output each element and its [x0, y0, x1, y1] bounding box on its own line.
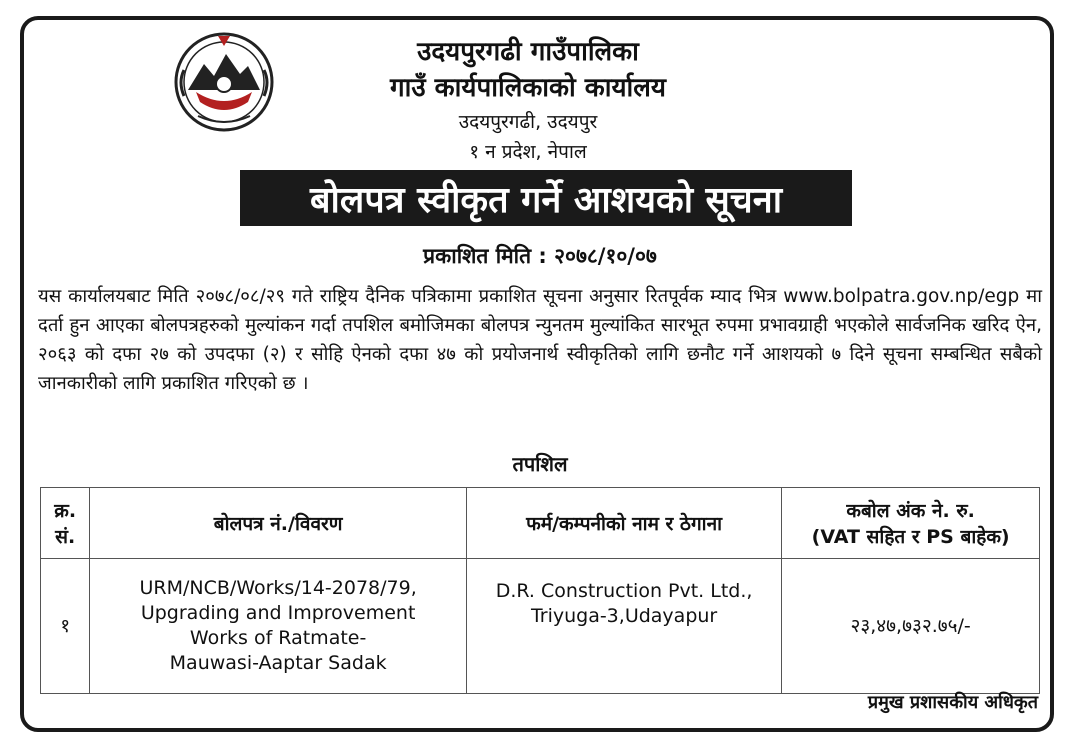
bid-line: Mauwasi-Aaptar Sadak — [169, 652, 387, 674]
bid-line: Upgrading and Improvement — [140, 602, 416, 624]
notice-body: यस कार्यालयबाट मिति २०७८/०८/२९ गते राष्ट्रिय दैनिक पत्रिकामा प्रकाशित सूचना अनुसार रितपूर्वक म्याद भित्र www.bolpatra.gov.np/egp मा दर्ता हुन आएका बोलपत्रहरुको मुल्यांकन गर्दा तपशिल बमोजिमका बोलपत्र न्युनतम मुल्यांकित सारभूत रुपमा प्रभावग्राही भएकोले सार्वजनिक खरिद ऐन, २०६३ को दफा २७ को उपदफा (२) र सोहि ऐनको दफा ४७ को प्रयोजनार्थ स्वीकृतिको लागि छनौट गर्ने आशयको ७ दिने सूचना सम्बन्धित सबैको जानकारीको लागि प्रकाशित गरिएको छ । — [38, 286, 1042, 394]
table-header-row — [41, 488, 1040, 559]
header-sn-line2: सं. — [55, 526, 76, 548]
notice-title-banner — [240, 170, 852, 226]
schedule-title: तपशिल — [512, 452, 568, 476]
header-firm: फर्म/कम्पनीको नाम र ठेगाना — [466, 488, 781, 559]
office-name: गाउँ कार्यपालिकाको कार्यालय — [390, 73, 666, 103]
nepal-government-emblem-icon — [168, 30, 280, 134]
cell-bid — [90, 559, 467, 694]
header-amount — [782, 488, 1040, 559]
cell-sn: १ — [41, 559, 90, 694]
header-sn-line1: क्र. — [54, 500, 77, 522]
signatory: प्रमुख प्रशासकीय अधिकृत — [867, 692, 1038, 713]
address-line-2: १ न प्रदेश, नेपाल — [469, 141, 587, 163]
bid-line: Works of Ratmate- — [189, 627, 367, 649]
schedule-table — [40, 487, 1040, 694]
cell-amount: २३,४७,७३२.७५/- — [782, 559, 1040, 694]
header-amount-line1: कबोल अंक ने. रु. — [846, 500, 975, 522]
notice-title: बोलपत्र स्वीकृत गर्ने आशयको सूचना — [309, 179, 783, 221]
bid-line: URM/NCB/Works/14-2078/79, — [139, 577, 417, 599]
cell-firm — [466, 559, 781, 694]
address-line-1: उदयपुरगढी, उदयपुर — [458, 111, 598, 133]
table-row — [41, 559, 1040, 694]
org-name: उदयपुरगढी गाउँपालिका — [417, 37, 639, 67]
header-sn — [41, 488, 90, 559]
firm-line: Triyuga-3,Udayapur — [530, 605, 718, 627]
published-date: प्रकाशित मिति : २०७८/१०/०७ — [423, 244, 657, 268]
header-amount-line2: (VAT सहित र PS बाहेक) — [811, 526, 1010, 548]
firm-line: D.R. Construction Pvt. Ltd., — [495, 580, 753, 602]
header-bid: बोलपत्र नं./विवरण — [90, 488, 467, 559]
